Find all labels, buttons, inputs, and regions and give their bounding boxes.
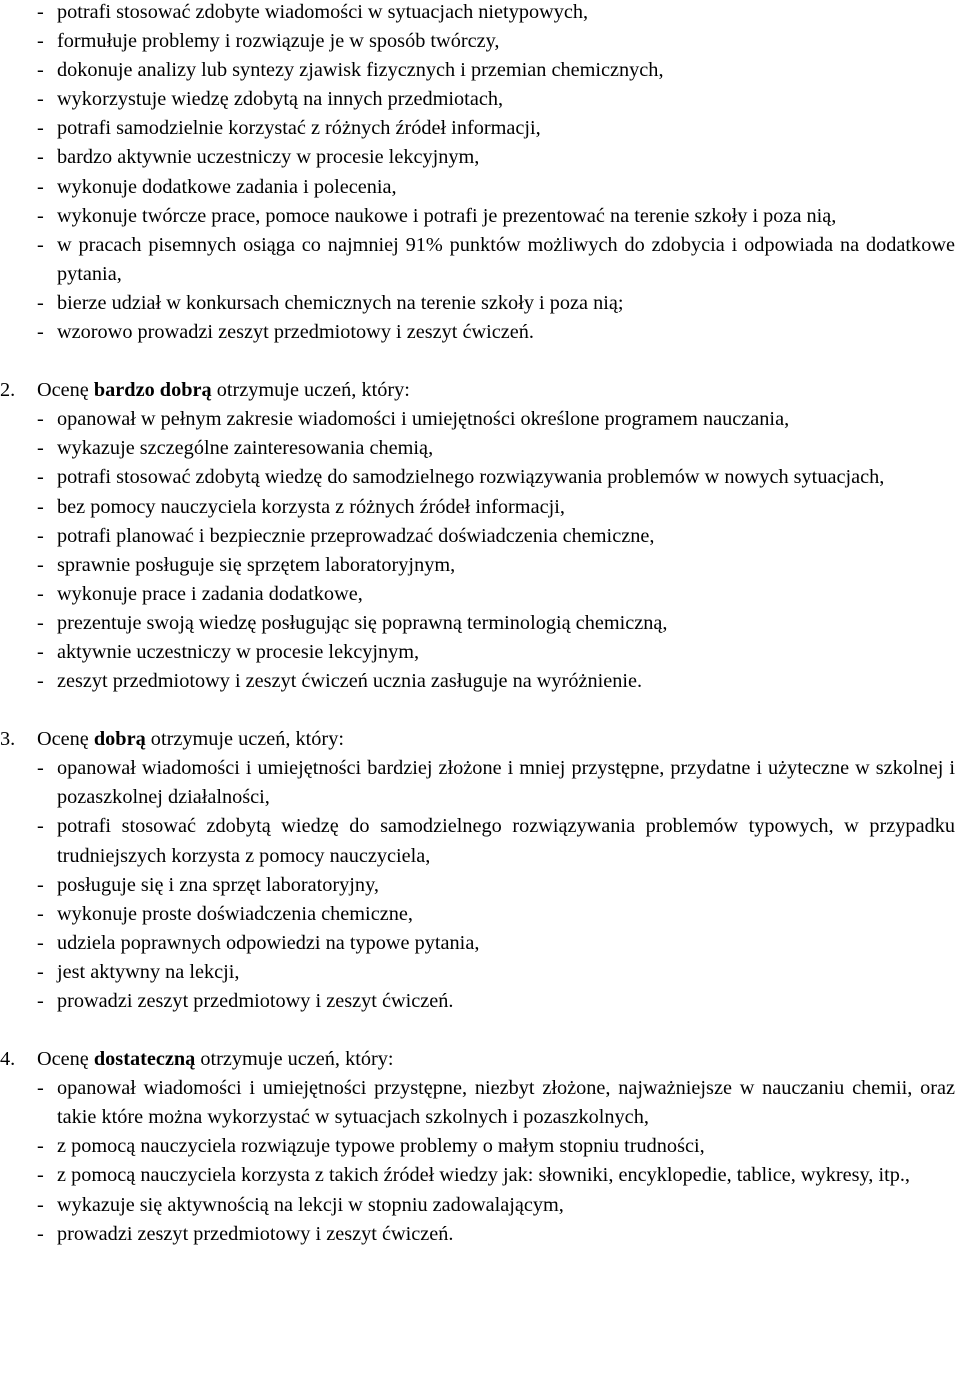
list-item: - w pracach pisemnych osiąga co najmniej 91% punktów możliwych do zdobycia i odpowiada na dodatkowe pytania, xyxy=(37,233,955,285)
list-item: - zeszyt przedmiotowy i zeszyt ćwiczeń ucznia zasługuje na wyróżnienie. xyxy=(37,670,643,693)
intro-criteria-list xyxy=(37,0,955,347)
list-item: - opanował wiadomości i umiejętności bardziej złożone i mniej przystępne, przydatne i użyteczne w szkolnej i pozaszkolnej działalności, xyxy=(37,757,955,809)
list-item: - wykonuje dodatkowe zadania i polecenia, xyxy=(37,175,397,198)
section-heading: 2. Ocenę bardzo dobrą otrzymuje uczeń, który: xyxy=(37,376,955,405)
grade-section-good xyxy=(0,725,955,1016)
list-item: - jest aktywny na lekcji, xyxy=(37,960,240,983)
list-item: - dokonuje analizy lub syntezy zjawisk fizycznych i przemian chemicznych, xyxy=(37,59,664,82)
list-item: - posługuje się i zna sprzęt laboratoryjny, xyxy=(37,873,379,896)
list-item: - wykorzystuje wiedzę zdobytą na innych przedmiotach, xyxy=(37,88,504,111)
section-number: 2. xyxy=(0,379,16,402)
list-item: - opanował wiadomości i umiejętności przystępne, niezbyt złożone, najważniejsze w nauczaniu chemii, oraz takie które można wykorzystać w sytuacjach szkolnych i pozaszkolnych, xyxy=(37,1077,955,1129)
list-item: - potrafi planować i bezpiecznie przeprowadzać doświadczenia chemiczne, xyxy=(37,524,655,547)
grade-name: dostateczną xyxy=(93,1048,196,1071)
list-item: - sprawnie posługuje się sprzętem laboratoryjnym, xyxy=(37,553,456,576)
list-item: - potrafi stosować zdobytą wiedzę do samodzielnego rozwiązywania problemów w nowych sytuacjach, xyxy=(37,466,885,489)
list-item: - bardzo aktywnie uczestniczy w procesie lekcyjnym, xyxy=(37,146,480,169)
list-item: - wykonuje proste doświadczenia chemiczne, xyxy=(37,902,413,925)
list-item: - opanował w pełnym zakresie wiadomości i umiejętności określone programem nauczania, xyxy=(37,408,790,431)
list-item: - aktywnie uczestniczy w procesie lekcyjnym, xyxy=(37,640,420,663)
list-item: - bez pomocy nauczyciela korzysta z różnych źródeł informacji, xyxy=(37,495,565,518)
list-item: - wykonuje twórcze prace, pomoce naukowe i potrafi je prezentować na terenie szkoły i poza nią, xyxy=(37,204,837,227)
list-item: - udziela poprawnych odpowiedzi na typowe pytania, xyxy=(37,931,480,954)
list-item: - potrafi stosować zdobytą wiedzę do samodzielnego rozwiązywania problemów typowych, w przypadku trudniejszych korzysta z pomocy nauczyciela, xyxy=(37,815,955,867)
list-item: - potrafi stosować zdobyte wiadomości w sytuacjach nietypowych, xyxy=(37,1,589,23)
list-item: - prezentuje swoją wiedzę posługując się poprawną terminologią chemiczną, xyxy=(37,611,668,634)
list-item: - wzorowo prowadzi zeszyt przedmiotowy i zeszyt ćwiczeń. xyxy=(37,321,534,344)
list-item: - prowadzi zeszyt przedmiotowy i zeszyt ćwiczeń. xyxy=(37,1222,454,1245)
list-item: - wykazuje szczególne zainteresowania chemią, xyxy=(37,437,434,460)
list-item: - potrafi samodzielnie korzystać z różnych źródeł informacji, xyxy=(37,117,541,140)
list-item: - bierze udział w konkursach chemicznych na terenie szkoły i poza nią; xyxy=(37,291,624,314)
section-heading: 3. Ocenę dobrą otrzymuje uczeń, który: xyxy=(37,725,955,754)
section-heading: 4. Ocenę dostateczną otrzymuje uczeń, który: xyxy=(37,1045,955,1074)
section-number: 3. xyxy=(0,728,16,751)
grade-name: dobrą xyxy=(93,728,146,751)
list-item: - z pomocą nauczyciela rozwiązuje typowe problemy o małym stopniu trudności, xyxy=(37,1135,705,1158)
list-item: - formułuje problemy i rozwiązuje je w sposób twórczy, xyxy=(37,30,500,53)
list-item: - wykonuje prace i zadania dodatkowe, xyxy=(37,582,363,605)
grade-section-sufficient xyxy=(0,1045,955,1249)
section-number: 4. xyxy=(0,1048,16,1071)
grade-section-very-good xyxy=(0,376,955,696)
list-item: - prowadzi zeszyt przedmiotowy i zeszyt ćwiczeń. xyxy=(37,990,454,1012)
list-item: - wykazuje się aktywnością na lekcji w stopniu zadowalającym, xyxy=(37,1193,564,1216)
list-item: - z pomocą nauczyciela korzysta z takich źródeł wiedzy jak: słowniki, encyklopedie, tablice, wykresy, itp., xyxy=(37,1164,911,1187)
grade-name: bardzo dobrą xyxy=(93,379,212,402)
